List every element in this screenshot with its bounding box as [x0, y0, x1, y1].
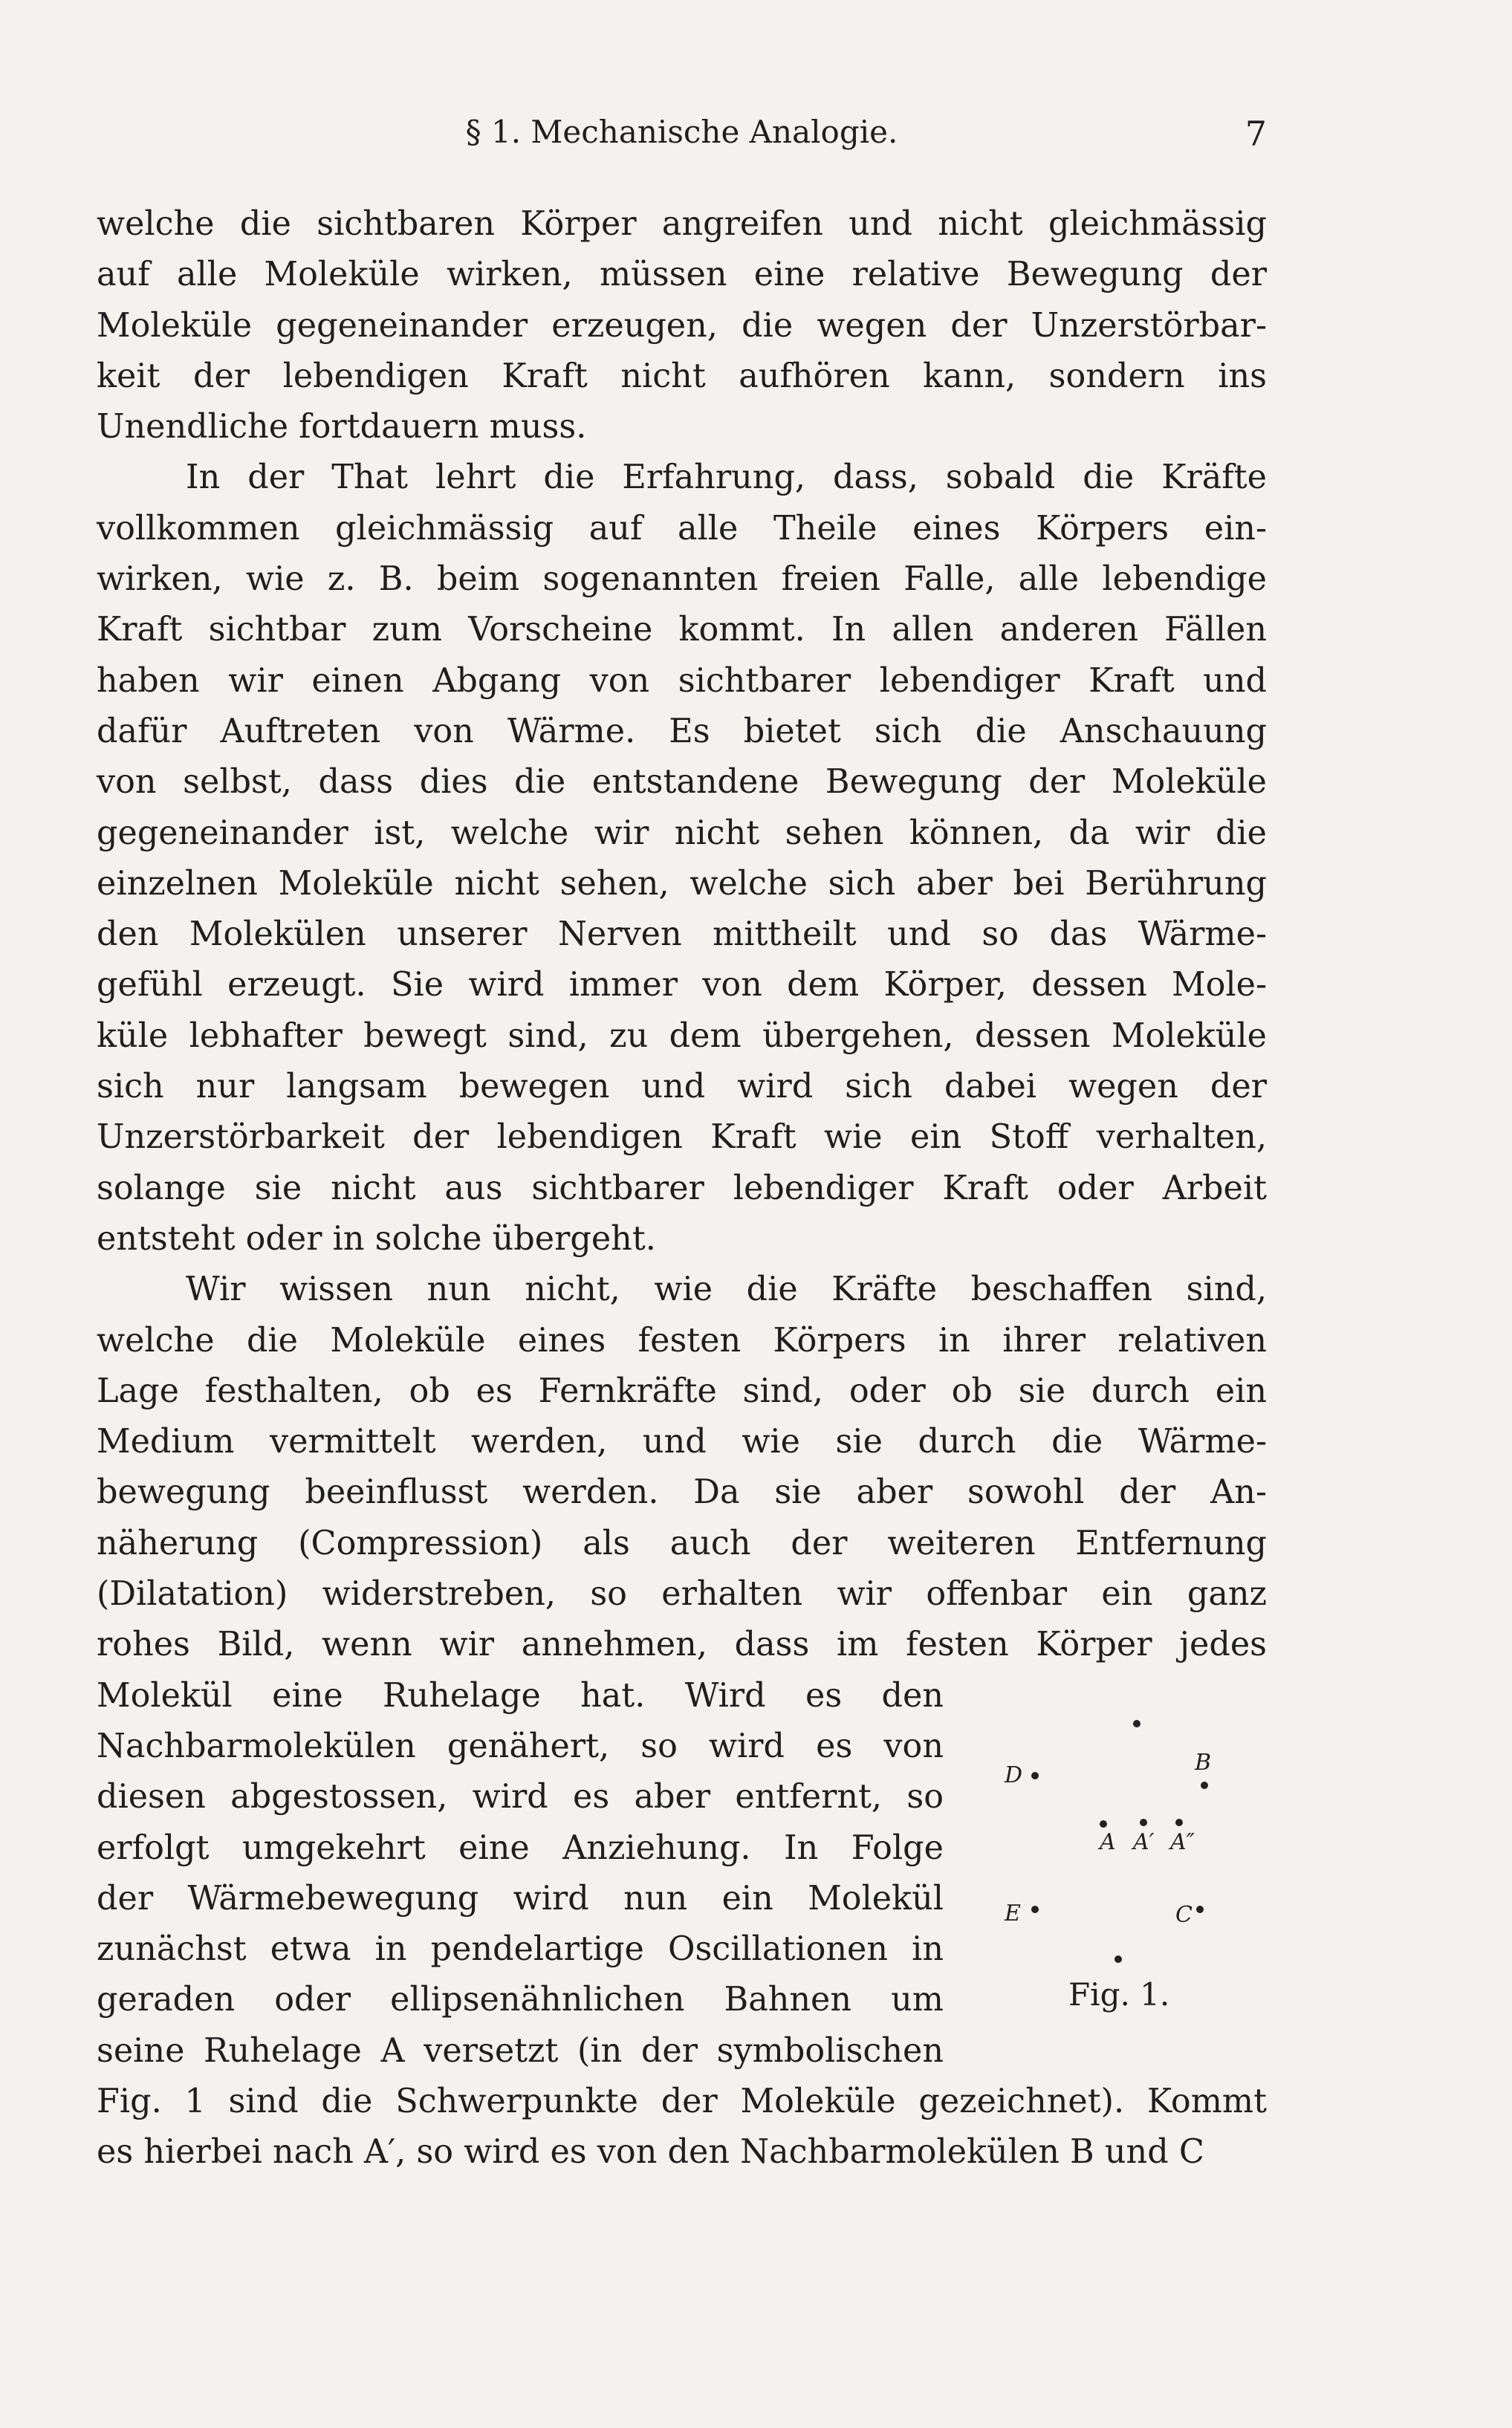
text-line: näherung (Compression) als auch der weiteren Entfernung	[97, 1524, 1267, 1562]
text-line: In der That lehrt die Erfahrung, dass, sobald die Kräfte	[186, 458, 1267, 497]
text-line: Kraft sichtbar zum Vorscheine kommt. In allen anderen Fällen	[97, 611, 1267, 649]
paragraph-2	[97, 452, 1267, 1265]
paragraph-3-end	[97, 2077, 1267, 2178]
text-line: küle lebhafter bewegt sind, zu dem übergehen, dessen Moleküle	[97, 1016, 1267, 1055]
label-e: E	[1005, 1900, 1021, 1927]
text-line: solange sie nicht aus sichtbarer lebendiger Kraft oder Arbeit	[97, 1169, 1267, 1207]
paragraph-3-narrow	[97, 1671, 944, 2077]
figure-1	[981, 1701, 1278, 2058]
molecule-dot-bottom	[1114, 1955, 1122, 1963]
molecule-dot-a	[1100, 1820, 1107, 1828]
text-line: es hierbei nach A′, so wird es von den Nachbarmolekülen B und C	[97, 2133, 1204, 2172]
text-line: dafür Auftreten von Wärme. Es bietet sich die Anschauung	[97, 712, 1267, 750]
label-d: D	[1005, 1762, 1023, 1788]
running-header	[97, 108, 1267, 160]
text-line: Lage festhalten, ob es Fernkräfte sind, oder ob sie durch ein	[97, 1372, 1267, 1410]
text-line: geraden oder ellipsenähnlichen Bahnen um	[97, 1981, 944, 2019]
text-line: der Wärmebewegung wird nun ein Molekül	[97, 1879, 944, 1918]
molecule-dot-b	[1201, 1782, 1208, 1789]
text-line: von selbst, dass dies die entstandene Bewegung der Moleküle	[97, 763, 1267, 802]
text-line: (Dilatation) widerstreben, so erhalten wir offenbar ein ganz	[97, 1575, 1267, 1614]
text-line: rohes Bild, wenn wir annehmen, dass im festen Körper jedes	[97, 1626, 1267, 1664]
text-line: erfolgt umgekehrt eine Anziehung. In Folge	[97, 1828, 944, 1867]
text-line: diesen abgestossen, wird es aber entfernt, so	[97, 1778, 944, 1817]
text-line: Fig. 1 sind die Schwerpunkte der Moleküle gezeichnet). Kommt	[97, 2082, 1267, 2120]
label-a-double-prime: A″	[1170, 1829, 1195, 1855]
molecule-dot-d	[1031, 1772, 1039, 1779]
text-line: Unendliche fortdauern muss.	[97, 408, 587, 447]
text-line: wirken, wie z. B. beim sogenannten freien Falle, alle lebendige	[97, 560, 1267, 599]
text-line: zunächst etwa in pendelartige Oscillationen in	[97, 1930, 944, 1969]
text-line: sich nur langsam bewegen und wird sich dabei wegen der	[97, 1068, 1267, 1106]
paragraph-1	[97, 199, 1267, 452]
text-line: den Molekülen unserer Nerven mittheilt und so das Wärme-	[97, 915, 1267, 954]
text-line: entsteht oder in solche übergeht.	[97, 1219, 656, 1258]
text-line: Wir wissen nun nicht, wie die Kräfte beschaffen sind,	[186, 1270, 1267, 1309]
molecule-dot-c	[1196, 1906, 1204, 1913]
text-line: bewegung beeinflusst werden. Da sie aber sowohl der An-	[97, 1473, 1267, 1512]
text-line: Medium vermittelt werden, und wie sie durch die Wärme-	[97, 1423, 1267, 1461]
label-b: B	[1195, 1750, 1212, 1776]
label-c: C	[1175, 1902, 1193, 1928]
molecule-dot-a1	[1140, 1819, 1147, 1826]
figure-caption: Fig. 1.	[1068, 1976, 1170, 2013]
page-number: 7	[1245, 114, 1267, 154]
molecule-dot-top	[1133, 1720, 1141, 1727]
text-line: vollkommen gleichmässig auf alle Theile eines Körpers ein-	[97, 509, 1267, 548]
text-line: Molekül eine Ruhelage hat. Wird es den	[97, 1676, 944, 1715]
text-line: seine Ruhelage A versetzt (in der symbolischen	[97, 2031, 944, 2070]
text-line: haben wir einen Abgang von sichtbarer lebendiger Kraft und	[97, 661, 1267, 700]
paragraph-3	[97, 1265, 1267, 1670]
text-line: auf alle Moleküle wirken, müssen eine relative Bewegung der	[97, 256, 1267, 294]
molecule-dot-e	[1031, 1906, 1039, 1913]
text-line: gefühl erzeugt. Sie wird immer von dem Körper, dessen Mole-	[97, 966, 1267, 1004]
text-line: keit der lebendigen Kraft nicht aufhören kann, sondern ins	[97, 357, 1267, 395]
text-line: welche die Moleküle eines festen Körpers in ihrer relativen	[97, 1321, 1267, 1360]
section-title: § 1. Mechanische Analogie.	[465, 114, 898, 150]
text-line: Moleküle gegeneinander erzeugen, die wegen der Unzerstörbar-	[97, 306, 1267, 345]
text-line: gegeneinander ist, welche wir nicht sehen können, da wir die	[97, 814, 1267, 852]
text-line: Unzerstörbarkeit der lebendigen Kraft wie ein Stoff verhalten,	[97, 1118, 1267, 1157]
text-line: einzelnen Moleküle nicht sehen, welche sich aber bei Berührung	[97, 864, 1267, 903]
molecule-dot-a2	[1175, 1819, 1183, 1826]
label-a-prime: A′	[1133, 1829, 1155, 1855]
label-a: A	[1100, 1829, 1116, 1855]
text-line: welche die sichtbaren Körper angreifen und nicht gleichmässig	[97, 205, 1267, 243]
text-line: Nachbarmolekülen genähert, so wird es von	[97, 1727, 944, 1765]
